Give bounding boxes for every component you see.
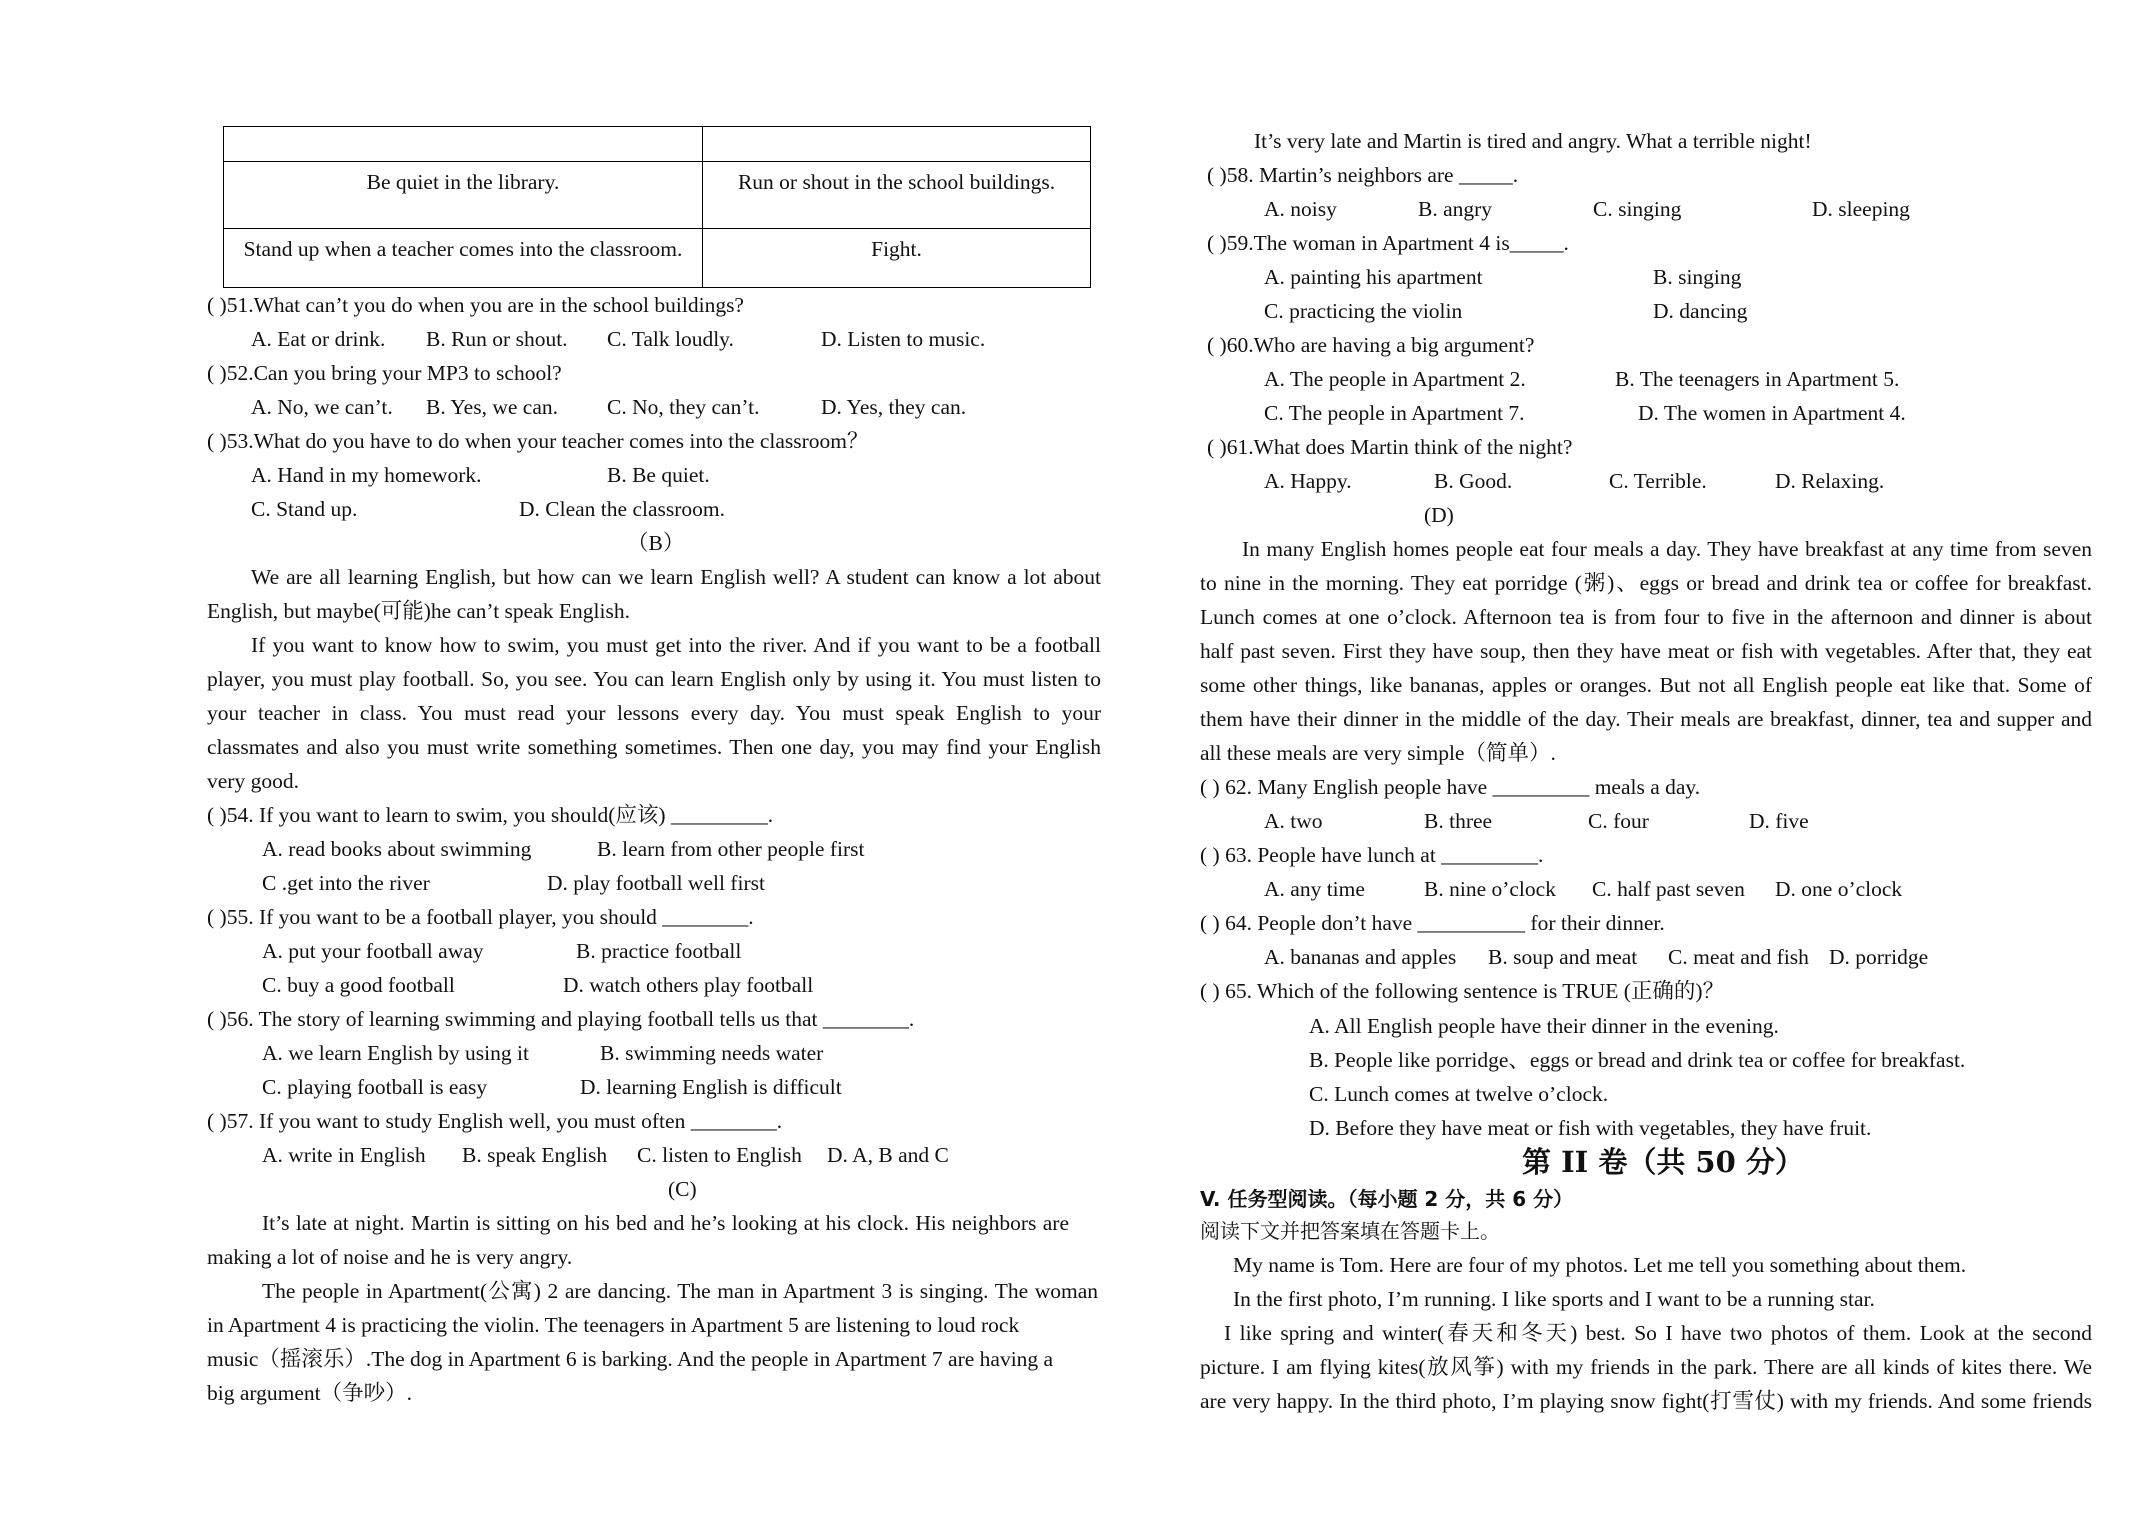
- option-51-c: C. Talk loudly.: [607, 327, 734, 351]
- option-52-a: A. No, we can’t.: [251, 395, 393, 419]
- question-57: ( )57. If you want to study English well, you must often ________.: [207, 1109, 783, 1133]
- option-54-b: B. learn from other people first: [597, 837, 865, 861]
- passage-b-line: classmates and also you must write something sometimes. Then one day, you may find your English: [207, 735, 1101, 759]
- option-62-c: C. four: [1588, 809, 1649, 833]
- option-65-c: C. Lunch comes at twelve o’clock.: [1309, 1082, 1609, 1106]
- option-53-d: D. Clean the classroom.: [519, 497, 725, 521]
- option-65-b: B. People like porridge、eggs or bread and drink tea or coffee for breakfast.: [1309, 1048, 1966, 1072]
- question-51: ( )51.What can’t you do when you are in the school buildings?: [207, 293, 744, 317]
- passage-d-line: some other things, like bananas, apples or oranges. But not all English people eat like that. Some of: [1200, 673, 2092, 697]
- rules-table: [223, 126, 1091, 288]
- option-56-b: B. swimming needs water: [600, 1041, 824, 1065]
- section-five-instruction: 阅读下文并把答案填在答题卡上。: [1200, 1219, 1500, 1243]
- option-62-a: A. two: [1264, 809, 1323, 833]
- option-53-c: C. Stand up.: [251, 497, 358, 521]
- question-63: ( ) 63. People have lunch at _________.: [1200, 843, 1544, 867]
- option-51-a: A. Eat or drink.: [251, 327, 386, 351]
- passage-e-line: picture. I am flying kites(放风筝) with my friends in the park. There are all kinds of kites there. We: [1200, 1355, 2092, 1379]
- passage-d-line: Lunch comes at one o’clock. Afternoon tea is from four to five in the afternoon and dinner is about: [1200, 605, 2092, 629]
- section-five-title: V. 任务型阅读。（每小题 2 分，共 6 分）: [1200, 1187, 1574, 1211]
- section-c-heading: (C): [668, 1177, 697, 1201]
- table-header-cell: [703, 127, 1091, 162]
- option-60-c: C. The people in Apartment 7.: [1264, 401, 1525, 425]
- question-62: ( ) 62. Many English people have _________ meals a day.: [1200, 775, 1701, 799]
- option-58-b: B. angry: [1418, 197, 1493, 221]
- option-59-b: B. singing: [1653, 265, 1742, 289]
- option-55-b: B. practice football: [576, 939, 742, 963]
- passage-d-line: them have their dinner in the middle of the day. Their meals are breakfast, dinner, tea and supper and: [1200, 707, 2092, 731]
- passage-b-line: player, you must play football. So, you see. You can learn English only by using it. You must listen to: [207, 667, 1101, 691]
- option-64-a: A. bananas and apples: [1264, 945, 1457, 969]
- question-65: ( ) 65. Which of the following sentence is TRUE (正确的)？: [1200, 979, 1725, 1003]
- passage-c-line: making a lot of noise and he is very angry.: [207, 1245, 573, 1269]
- option-53-b: B. Be quiet.: [607, 463, 710, 487]
- option-52-d: D. Yes, they can.: [821, 395, 967, 419]
- table-header-cell: [224, 127, 703, 162]
- passage-b-line: We are all learning English, but how can we learn English well? A student can know a lot about: [251, 565, 1101, 589]
- passage-c-ending: It’s very late and Martin is tired and angry. What a terrible night!: [1254, 129, 1812, 153]
- table-header-row: [224, 127, 1091, 162]
- option-64-c: C. meat and fish: [1668, 945, 1809, 969]
- option-61-c: C. Terrible.: [1609, 469, 1707, 493]
- option-60-d: D. The women in Apartment 4.: [1638, 401, 1906, 425]
- part-two-title: 第 II 卷（共 50 分）: [1522, 1145, 1804, 1179]
- option-57-b: B. speak English: [462, 1143, 608, 1167]
- passage-b-line: English, but maybe(可能)he can’t speak English.: [207, 599, 630, 623]
- option-55-c: C. buy a good football: [262, 973, 455, 997]
- option-58-d: D. sleeping: [1812, 197, 1910, 221]
- option-59-d: D. dancing: [1653, 299, 1748, 323]
- option-52-c: C. No, they can’t.: [607, 395, 760, 419]
- option-55-a: A. put your football away: [262, 939, 484, 963]
- option-63-d: D. one o’clock: [1775, 877, 1903, 901]
- section-d-heading: (D): [1424, 503, 1454, 527]
- question-61: ( )61.What does Martin think of the night?: [1207, 435, 1573, 459]
- option-59-a: A. painting his apartment: [1264, 265, 1483, 289]
- passage-c-line: in Apartment 4 is practicing the violin. The teenagers in Apartment 5 are listening to loud rock: [207, 1313, 1020, 1337]
- passage-e-line: My name is Tom. Here are four of my photos. Let me tell you something about them.: [1233, 1253, 1967, 1277]
- option-61-b: B. Good.: [1434, 469, 1513, 493]
- question-58: ( )58. Martin’s neighbors are _____.: [1207, 163, 1519, 187]
- section-b-heading: （B）: [627, 531, 685, 555]
- option-51-b: B. Run or shout.: [426, 327, 568, 351]
- passage-b-line: very good.: [207, 769, 299, 793]
- passage-e-line: I like spring and winter(春天和冬天) best. So I have two photos of them. Look at the second: [1224, 1321, 2092, 1345]
- option-65-a: A. All English people have their dinner in the evening.: [1309, 1014, 1779, 1038]
- option-62-b: B. three: [1424, 809, 1493, 833]
- option-64-d: D. porridge: [1829, 945, 1929, 969]
- option-56-c: C. playing football is easy: [262, 1075, 488, 1099]
- table-row: [224, 229, 1091, 288]
- option-53-a: A. Hand in my homework.: [251, 463, 482, 487]
- option-57-a: A. write in English: [262, 1143, 426, 1167]
- passage-d-line: In many English homes people eat four meals a day. They have breakfast at any time from seven: [1242, 537, 2092, 561]
- option-61-a: A. Happy.: [1264, 469, 1352, 493]
- table-cell: Be quiet in the library.: [224, 162, 703, 229]
- option-60-b: B. The teenagers in Apartment 5.: [1615, 367, 1900, 391]
- option-61-d: D. Relaxing.: [1775, 469, 1885, 493]
- passage-c-line: The people in Apartment(公寓) 2 are dancing. The man in Apartment 3 is singing. The woman: [262, 1279, 1098, 1303]
- question-56: ( )56. The story of learning swimming and playing football tells us that ________.: [207, 1007, 915, 1031]
- question-52: ( )52.Can you bring your MP3 to school?: [207, 361, 562, 385]
- option-54-c: C .get into the river: [262, 871, 430, 895]
- option-54-d: D. play football well first: [547, 871, 765, 895]
- option-65-d: D. Before they have meat or fish with vegetables, they have fruit.: [1309, 1116, 1872, 1140]
- option-51-d: D. Listen to music.: [821, 327, 986, 351]
- table-cell: Stand up when a teacher comes into the classroom.: [224, 229, 703, 288]
- question-55: ( )55. If you want to be a football player, you should ________.: [207, 905, 754, 929]
- option-63-b: B. nine o’clock: [1424, 877, 1556, 901]
- table-cell: Run or shout in the school buildings.: [703, 162, 1091, 229]
- option-59-c: C. practicing the violin: [1264, 299, 1463, 323]
- question-60: ( )60.Who are having a big argument?: [1207, 333, 1535, 357]
- option-60-a: A. The people in Apartment 2.: [1264, 367, 1526, 391]
- option-58-c: C. singing: [1593, 197, 1682, 221]
- question-64: ( ) 64. People don’t have __________ for their dinner.: [1200, 911, 1665, 935]
- passage-b-line: your teacher in class. You must read your lessons every day. You must speak English to your: [207, 701, 1101, 725]
- option-56-a: A. we learn English by using it: [262, 1041, 529, 1065]
- table-row: [224, 162, 1091, 229]
- passage-e-line: are very happy. In the third photo, I’m playing snow fight(打雪仗) with my friends. And some friends: [1200, 1389, 2092, 1413]
- question-59: ( )59.The woman in Apartment 4 is_____.: [1207, 231, 1569, 255]
- passage-c-line: big argument（争吵）.: [207, 1381, 413, 1405]
- option-63-c: C. half past seven: [1592, 877, 1745, 901]
- passage-e-line: In the first photo, I’m running. I like sports and I want to be a running star.: [1233, 1287, 1875, 1311]
- option-56-d: D. learning English is difficult: [580, 1075, 842, 1099]
- option-62-d: D. five: [1749, 809, 1809, 833]
- question-54: ( )54. If you want to learn to swim, you should(应该) _________.: [207, 803, 774, 827]
- passage-d-line: half past seven. First they have soup, then they have meat or fish with vegetables. After that, they eat: [1200, 639, 2092, 663]
- passage-d-line: all these meals are very simple（简单）.: [1200, 741, 1556, 765]
- option-58-a: A. noisy: [1264, 197, 1337, 221]
- passage-c-line: It’s late at night. Martin is sitting on his bed and he’s looking at his clock. His neighbors are: [262, 1211, 1069, 1235]
- table-cell: Fight.: [703, 229, 1091, 288]
- passage-c-line: music（摇滚乐）.The dog in Apartment 6 is barking. And the people in Apartment 7 are having a: [207, 1347, 1054, 1371]
- option-57-c: C. listen to English: [637, 1143, 802, 1167]
- question-53: ( )53.What do you have to do when your teacher comes into the classroom？: [207, 429, 869, 453]
- option-54-a: A. read books about swimming: [262, 837, 532, 861]
- option-55-d: D. watch others play football: [563, 973, 814, 997]
- option-63-a: A. any time: [1264, 877, 1365, 901]
- passage-b-line: If you want to know how to swim, you must get into the river. And if you want to be a football: [251, 633, 1101, 657]
- passage-d-line: to nine in the morning. They eat porridge (粥)、eggs or bread and drink tea or coffee for breakfast.: [1200, 571, 2092, 595]
- option-52-b: B. Yes, we can.: [426, 395, 558, 419]
- option-57-d: D. A, B and C: [827, 1143, 949, 1167]
- option-64-b: B. soup and meat: [1488, 945, 1638, 969]
